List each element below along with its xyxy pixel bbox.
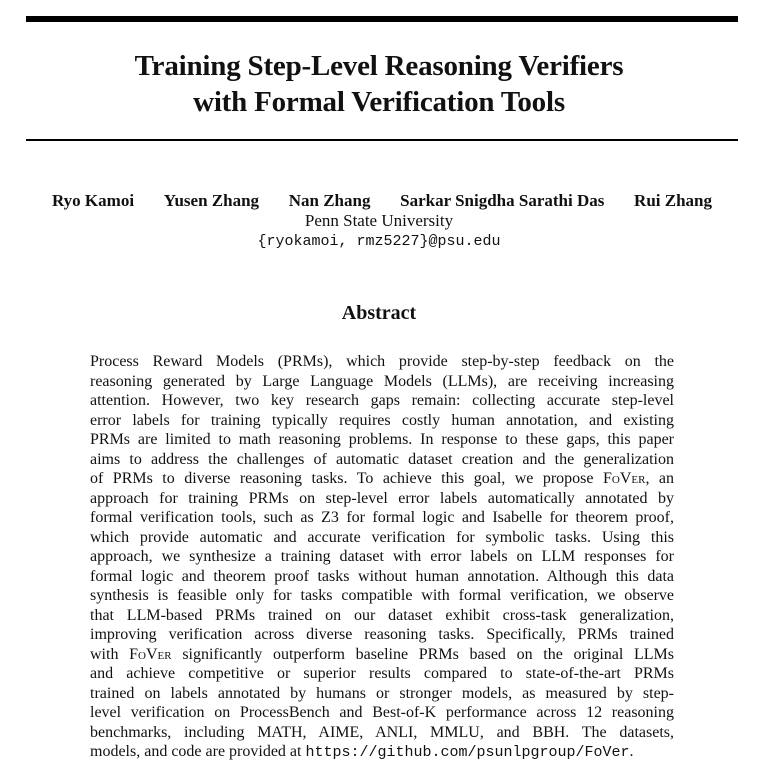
abstract-line: benchmarks, including MATH, AIME, ANLI, MMLU, and BBH. The datasets, <box>90 723 674 741</box>
abstract-line-text: significantly outperform baseline PRMs based on the original LLMs <box>182 645 675 663</box>
method-name: FoVer <box>602 470 646 487</box>
abstract-line <box>90 645 674 665</box>
author-name: Nan Zhang <box>288 191 371 210</box>
abstract-line-text: , an <box>645 470 675 487</box>
abstract-line <box>90 742 674 763</box>
title-line-2: with Formal Verification Tools <box>193 86 565 118</box>
abstract-line-text: of PRMs to diverse reasoning tasks. To achieve this goal, we propose <box>90 470 594 487</box>
abstract-line: Process Reward Models (PRMs), which provide step-by-step feedback on the <box>90 353 674 370</box>
abstract-line: trained on labels annotated by humans or stronger models, as measured by step- <box>90 684 674 702</box>
abstract-line: formal logic and theorem proof tasks without human annotation. Although this data <box>90 567 674 585</box>
abstract-line: that LLM-based PRMs trained on our dataset exhibit cross-task generalization, <box>90 606 674 624</box>
abstract-line-text: with <box>90 645 119 663</box>
abstract-line: approach, we synthesize a training dataset with error labels on LLM responses for <box>90 548 674 565</box>
abstract-line: level verification on ProcessBench and Best-of-K performance across 12 reasoning <box>90 704 674 721</box>
abstract-heading: Abstract <box>341 302 417 324</box>
abstract-line: formal verification tools, such as Z3 for formal logic and Isabelle for theorem proof, <box>90 509 674 526</box>
abstract-line <box>90 469 674 489</box>
top-rule <box>26 16 738 22</box>
abstract-line: improving verification across diverse reasoning tasks. Specifically, PRMs trained <box>90 626 674 643</box>
author-name: Yusen Zhang <box>163 191 260 210</box>
abstract-line: error labels for training typically requires costly human annotation, and existing <box>90 411 674 429</box>
affiliation: Penn State University <box>304 211 454 230</box>
paper-title <box>0 48 758 120</box>
abstract-line-text: models, and code are provided at <box>90 743 302 760</box>
abstract-body <box>90 352 674 763</box>
author-email: {ryokamoi, rmz5227}@psu.edu <box>257 233 501 250</box>
repository-link[interactable]: https://github.com/psunlpgroup/FoVer <box>305 744 630 761</box>
abstract-line: which provide automatic and accurate verification for symbolic tasks. Using this <box>90 528 674 546</box>
abstract-line: aims to address the challenges of automatic dataset creation and the generalization <box>90 450 674 468</box>
title-line-1: Training Step-Level Reasoning Verifiers <box>134 50 624 82</box>
abstract-line: PRMs are limited to math reasoning problems. In response to these gaps, this paper <box>90 431 674 448</box>
title-bottom-rule <box>26 139 738 141</box>
final-period: . <box>629 743 634 760</box>
abstract-line: approach for training PRMs on step-level error labels automatically annotated by <box>90 489 674 507</box>
abstract-line: and achieve competitive or superior results compared to state-of-the-art PRMs <box>90 665 674 682</box>
abstract-line: reasoning generated by Large Language Models (LLMs), are receiving increasing <box>90 372 674 390</box>
author-list <box>26 190 738 212</box>
method-name: FoVer <box>129 645 172 663</box>
author-name: Sarkar Snigdha Sarathi Das <box>400 191 605 210</box>
author-name: Ryo Kamoi <box>52 191 135 210</box>
abstract-line: attention. However, two key research gaps remain: collecting accurate step-level <box>90 392 674 409</box>
abstract-line: synthesis is feasible only for tasks compatible with formal verification, we observe <box>90 587 674 604</box>
author-name: Rui Zhang <box>634 191 712 210</box>
